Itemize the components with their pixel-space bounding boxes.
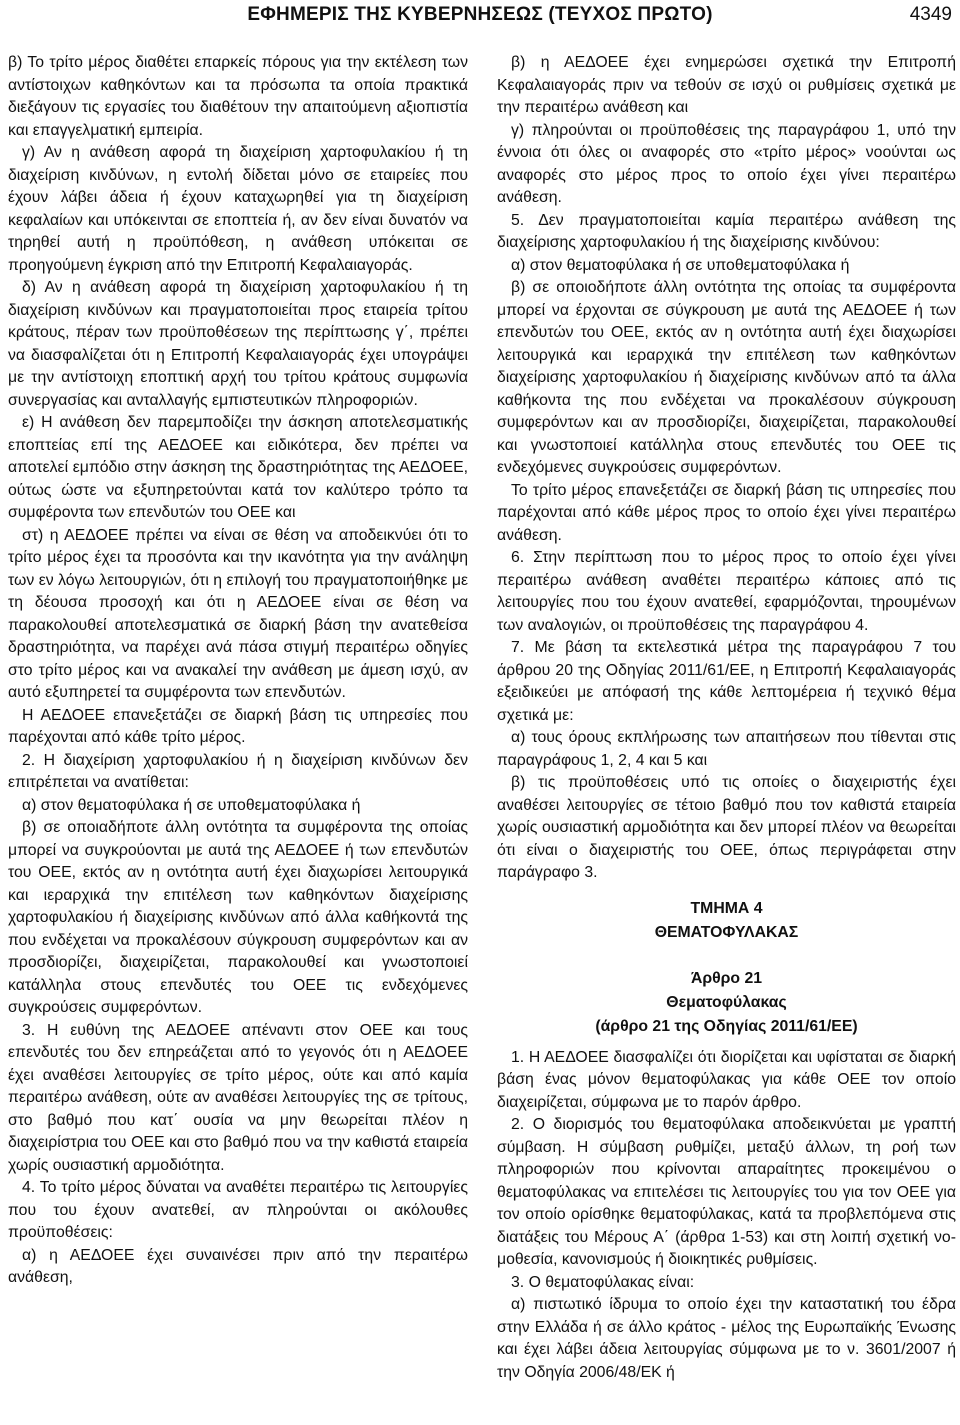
paragraph: 2. Η διαχείριση χαρτοφυλακίου ή η διαχείριση κινδύνων δεν επιτρέπεται να ανατίθεται: — [8, 751, 468, 791]
paragraph: Το τρίτο μέρος επανεξετάζει σε διαρκή βάση τις υπηρεσίες που παρέχονται από κάθε μέρος προς το οποίο έχει γίνει περαιτέρω ανάθεση. — [497, 481, 956, 544]
paragraph: α) πιστωτικό ίδρυμα το οποίο έχει την καταστατική του έδρα στην Ελλάδα ή σε άλλο κράτος - μέλος της Ευρωπαϊκής Ένωσης και έχει λάβει άδεια λειτουργίας σύμφωνα με το ν. 3601/2007 ή την Οδηγία 2006/48/ΕΚ ή — [497, 1296, 956, 1381]
article-title: Θεματοφύλακας — [666, 993, 787, 1011]
paragraph: α) στον θεματοφύλακα ή σε υποθεματοφύλακα ή — [22, 796, 361, 814]
gazette-title: ΕΦΗΜΕΡΙΣ ΤΗΣ ΚΥΒΕΡΝΗΣΕΩΣ (ΤΕΥΧΟΣ ΠΡΩΤΟ) — [247, 4, 713, 25]
paragraph: γ) Αν η ανάθεση αφορά τη διαχείριση χαρτοφυλακίου ή τη διαχείριση κινδύνων, η εντολή δίδεται μόνο σε εταιρείες που έχουν λάβει άδεια ή έχουν καταχωρηθεί για τη διαχείριση κεφαλαίων και υπόκεινται σε εποπτεία ή, αν δεν είναι δυνατόν να τηρηθεί αυτή η προϋπόθεση, η ανάθεση υπόκειται σε προηγούμενη έγκριση από την Επιτροπή Κεφαλαιαγοράς. — [8, 144, 468, 274]
paragraph: α) η ΑΕΔΟΕΕ έχει συναινέσει πριν από την περαιτέρω ανάθεση, — [8, 1246, 468, 1286]
paragraph: β) τις προϋποθέσεις υπό τις οποίες ο διαχειριστής έχει αναθέσει λειτουργίες σε τέτοιο βαθμό που τον καθιστά εταιρεία χωρίς ουσιαστική αρμοδιότητα και δεν μπορεί πλέον να θεωρείται ότι είναι ο διαχειριστής του ΟΕΕ, όπως περιγράφεται στην παράγραφο 3. — [497, 774, 956, 881]
paragraph: στ) η ΑΕΔΟΕΕ πρέπει να είναι σε θέση να αποδεικνύει ότι το τρίτο μέρος έχει τα προσόντα και την ικανότητα για την ανάληψη των εν λόγω λειτουργιών, ότι η επιλογή του πραγματοποιήθηκε με τη δέουσα προσοχή και ότι η ΑΕΔΟΕΕ είναι σε θέση να παρακολουθεί αποτελεσματικά σε διαρκή βάση την ανατεθείσα δραστηριότητα, να παρέχει ανά πάσα στιγμή περαιτέρω οδηγίες στο τρίτο μέρος και να ανακαλεί την ανάθεση με άμεση ισχύ, αν αυτό εξυπηρετεί τα συμφέροντα των επενδυτών. — [8, 526, 468, 701]
paragraph: α) τους όρους εκπλήρωσης των απαιτήσεων που τίθενται στις παραγράφους 1, 2, 4 και 5 και — [497, 729, 956, 769]
article-reference: (άρθρο 21 της Οδηγίας 2011/61/ΕΕ) — [595, 1017, 858, 1035]
paragraph: β) η ΑΕΔΟΕΕ έχει ενημερώσει σχετικά την Επιτροπή Κεφαλαιαγοράς πριν να τεθούν σε ισχύ οι ρυθμίσεις σχετικά με την περαιτέρω ανάθεση και — [497, 54, 956, 116]
paragraph: γ) πληρούνται οι προϋποθέσεις της παραγράφου 1, υπό την έννοια ότι όλες οι αναφορές στο «τρίτο μέρος» νοούνται ως αναφορές στο μέρος προς το οποίο έχει γίνει περαιτέρω ανάθεση. — [497, 121, 956, 206]
paragraph: 5. Δεν πραγματοποιείται καμία περαιτέρω ανάθεση της διαχείρισης χαρτοφυλακίου ή της διαχείρισης κινδύνου: — [497, 211, 956, 251]
paragraph: β) σε οποιοδήποτε άλλη οντότητα της οποίας τα συμφέροντα μπορεί να έρχονται σε σύγκρουση με αυτά της ΑΕΔΟΕΕ ή των επενδυτών του ΟΕΕ, εκτός αν η οντότητα αυτή έχει διαχωρίσει λειτουργικά και ιεραρχικά την επιτέλεση των καθηκόντων διαχείρισης χαρτοφυλακίου ή διαχείρισης κινδύνων από τα άλλα καθήκοντα της που ενδέχεται να προκαλέσουν σύγκρουση συμφερόντων και αν προσδιορίζει, διαχειρίζεται, παρακολουθεί και γνωστοποιεί κατάλληλα στους επενδυτές του ΟΕΕ τις ενδεχόμενες συγκρούσεις συμφερόντων. — [497, 279, 956, 476]
paragraph: β) σε οποιαδήποτε άλλη οντότητα τα συμφέροντα της οποίας μπορεί να συγκρούονται με αυτά της ΑΕΔΟΕΕ ή των επενδυτών του ΟΕΕ, εκτός αν η οντότητα αυτή έχει διαχωρίσει λειτουργικά και ιεραρχικά την επιτέλεση των καθηκόντων διαχείρισης χαρτοφυλακίου ή διαχείρισης κινδύνων από άλλα καθήκοντά της που ενδέχεται να προκαλέσουν σύγκρουση συμφερόντων και αν προσδιορίζει, διαχειρίζεται, παρακολουθεί και γνωστοποιεί κατάλληλα στους επενδυτές του ΟΕΕ τις ενδεχόμενες συγκρούσεις συμφερόντων. — [8, 819, 468, 1016]
paragraph: β) Το τρίτο μέρος διαθέτει επαρκείς πόρους για την εκτέλεση των αντίστοιχων καθηκόντων και τα πρόσωπα τα οποία πρακτικά διεξάγουν τις εργασίες του διαθέτουν την απαιτούμενη αξιοπιστία και επαγγελματική εμπειρία. — [8, 54, 468, 139]
page-header — [0, 4, 960, 34]
right-column — [497, 52, 956, 1384]
paragraph: 3. Ο θεματοφύλακας είναι: — [511, 1273, 695, 1291]
paragraph: 7. Με βάση τα εκτελεστικά μέτρα της παραγράφου 7 του άρθρου 20 της Οδηγίας 2011/61/ΕΕ, η Επιτροπή Κεφαλαιαγοράς εξειδικεύει με απόφασή της κάθε λεπτομέρεια ή τεχνικό θέμα σχετικά με: — [497, 639, 956, 724]
article-number: Άρθρο 21 — [690, 969, 763, 987]
paragraph: 2. Ο διορισμός του θεματοφύλακα αποδεικνύεται με γραπτή σύμβαση. Η σύμβαση ρυθμίζει, μεταξύ άλλων, τη ροή των πληροφοριών που κρίνονται απαραίτητες προκειμένου ο θεματοφύλακας να επιτελέσει τις λειτουργίες του για τον ΟΕΕ για τον οποίο ορίσθηκε θεματοφύλακας, κατά τα προβλεπόμενα στις διατάξεις του Μέρους Α΄ (άρθρα 1-53) και στη λοιπή σχετική νομοθεσία, κανονισμούς ή διοικητικές ρυθμίσεις. — [497, 1116, 956, 1268]
paragraph: 6. Στην περίπτωση που το μέρος προς το οποίο έχει γίνει περαιτέρω ανάθεση αναθέτει περαιτέρω κάποιες από τις λειτουργίες που του έχουν ανατεθεί, εφαρμόζονται, τηρουμένων των αναλογιών, οι προϋποθέσεις της παραγράφου 4. — [497, 549, 956, 634]
section-title: ΘΕΜΑΤΟΦΥΛΑΚΑΣ — [654, 923, 799, 941]
paragraph: Η ΑΕΔΟΕΕ επανεξετάζει σε διαρκή βάση τις υπηρεσίες που παρέχονται από κάθε τρίτο μέρος. — [8, 706, 468, 746]
page-number: 4349 — [909, 4, 952, 25]
paragraph: δ) Αν η ανάθεση αφορά τη διαχείριση χαρτοφυλακίου ή τη διαχείριση κινδύνων και πραγματοποιείται προς εταιρεία τρίτου κράτους, πέραν των προϋποθέσεων της περίπτωσης γ΄, πρέπει να διασφαλίζεται ότι η Επιτροπή Κεφαλαιαγοράς έχει υπογράψει με την αντίστοιχη εποπτική αρχή του τρίτου κράτους συμφωνία συνεργασίας και ανταλλαγής εμπιστευτικών πληροφοριών. — [8, 279, 468, 409]
paragraph: ε) Η ανάθεση δεν παρεμποδίζει την άσκηση αποτελεσματικής εποπτείας επί της ΑΕΔΟΕΕ και ειδικότερα, δεν πρέπει να αποτελεί εμπόδιο στην άσκηση της δραστηριότητας της ΑΕΔΟΕΕ, ούτως ώστε να εξυπηρετούνται κατά τον καλύτερο τρόπο τα συμφέροντα των επενδυτών του ΟΕΕ και — [8, 414, 468, 521]
section-number: ΤΜΗΜΑ 4 — [690, 899, 763, 917]
paragraph: 4. Το τρίτο μέρος δύναται να αναθέτει περαιτέρω τις λειτουργίες που του έχουν ανατεθεί, αν πληρούνται οι ακόλουθες προϋποθέσεις: — [8, 1179, 468, 1241]
left-column — [8, 52, 468, 1290]
paragraph: 3. Η ευθύνη της ΑΕΔΟΕΕ απέναντι στον ΟΕΕ και τους επενδυτές του δεν επηρεάζεται από το γεγονός ότι η ΑΕΔΟΕΕ έχει αναθέσει λειτουργίες σε τρίτο μέρος, ούτε και από καμία περαιτέρω ανάθεση, ούτε αν αναθέσει λειτουργίες της σε τρίτους, στο βαθμό που κατ΄ ουσία να μην θεωρείται πλέον η διαχειρίστρια του ΟΕΕ και στο βαθμό που να την καθιστά εταιρεία χωρίς ουσιαστική αρμοδιότητα. — [8, 1021, 468, 1174]
paragraph: α) στον θεματοφύλακα ή σε υποθεματοφύλακα ή — [511, 256, 850, 274]
paragraph: 1. Η ΑΕΔΟΕΕ διασφαλίζει ότι διορίζεται και υφίσταται σε διαρκή βάση ένας μόνον θεματοφύλακας για κάθε ΟΕΕ τον οποίο διαχειρίζεται, σύμφωνα με το παρόν άρθρο. — [497, 1048, 956, 1111]
